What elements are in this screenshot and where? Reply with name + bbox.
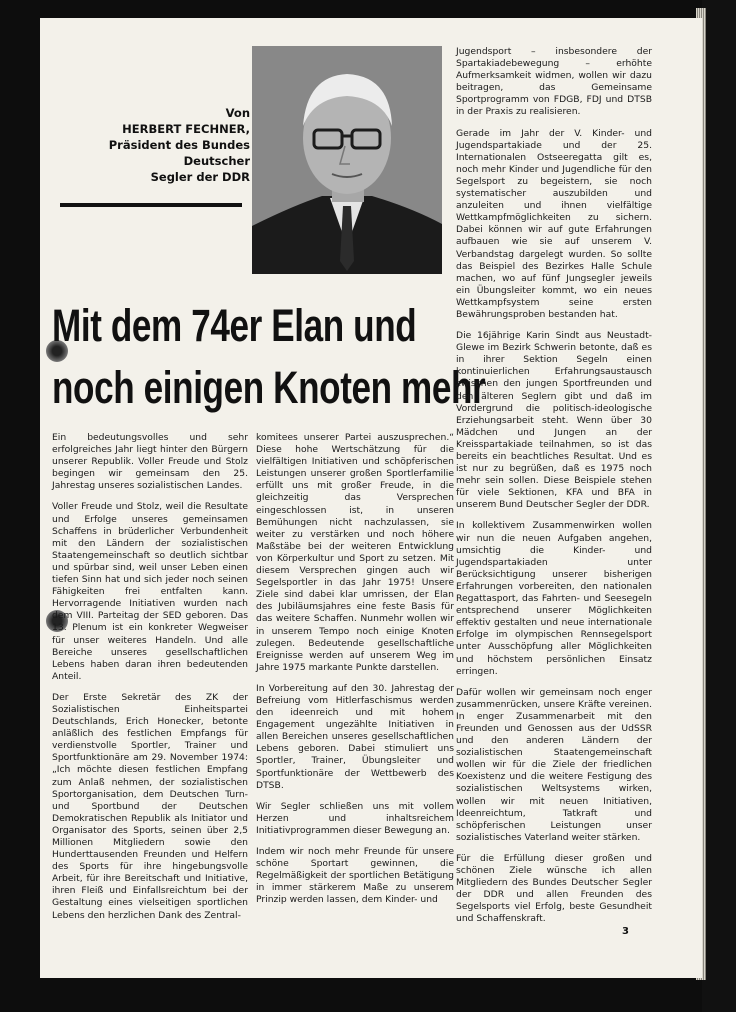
headline-line-2: noch einigen Knoten mehr — [52, 362, 486, 413]
text-column-3 — [456, 46, 652, 934]
text-column-2 — [256, 432, 454, 915]
headline-line-1: Mit dem 74er Elan und — [52, 300, 417, 351]
paragraph: Dafür wollen wir gemeinsam noch enger zusammenrücken, unsere Kräfte vereinen. In enger Zusammenarbeit mit den Freunden und Genossen aus der UdSSR und den anderen Ländern der sozialistischen Staatengemeinschaft wollen wir für die Ziele der friedlichen Koexistenz und die weitere Festigung des sozialistischen Weltsystems wirken, wollen wir mit neuen Initiativen, Ideenreichtum, Tatkraft und schöpferischen Leistungen unser sozialistisches Vaterland weiter stärken. — [456, 686, 652, 843]
author-title-2: Segler der DDR — [150, 170, 250, 184]
paragraph: Voller Freude und Stolz, weil die Resultate und Erfolge unseres gemeinsamen Schaffens in brüderlicher Verbundenheit mit den Ländern der sozialistischen Staatengemeinschaft so deutlich sichtbar und spürbar sind, weil unser Leben einen tiefen Sinn hat und sich jeder noch seinen Fähigkeiten frei entfalten kann. Hervorragende Initiativen wurden nach dem VIII. Parteitag der SED geboren. Das 13. Plenum ist ein konkreter Wegweiser für unser weiteres Handeln. Und alle Bereiche unseres gesellschaftlichen Lebens haben daran ihren bedeutenden Anteil. — [52, 501, 248, 682]
paragraph: Ein bedeutungsvolles und sehr erfolgreiches Jahr liegt hinter den Bürgern unserer Republik. Voller Freude und Stolz begingen wir gemeinsam den 25. Jahrestag unseres sozialistischen Landes. — [52, 432, 248, 492]
paragraph: Indem wir noch mehr Freunde für unsere schöne Sportart gewinnen, die Regelmäßigkeit der sportlichen Betätigung in immer stärkerem Maße zu unserem Prinzip werden lassen, dem Kinder- und — [256, 846, 454, 906]
paragraph: In kollektivem Zusammenwirken wollen wir nun die neuen Aufgaben angehen, umsichtig die Kinder- und Jugendspartakiaden unter Berücksichtigung unserer bisherigen Erfahrungen vorbereiten, den nationalen Regattasport, das Fahrten- und Seesegeln entsprechend unserer Möglichkeiten effektiv gestalten und neue internationale Erfolge im olympischen Rennsegelsport unter Ausschöpfung aller Möglichkeiten und höchstem persönlichen Einsatz erringen. — [456, 520, 652, 677]
paragraph: Jugendsport – insbesondere der Spartakiadebewegung – erhöhte Aufmerksamkeit widmen, wollen wir dazu beitragen, das Gemeinsame Sportprogramm von FDGB, FDJ und DTSB in der Praxis zu realisieren. — [456, 46, 652, 118]
text-column-1 — [52, 432, 248, 931]
byline-von: Von — [225, 106, 250, 120]
paragraph: In Vorbereitung auf den 30. Jahrestag der Befreiung vom Hitlerfaschismus werden den ideenreich und mit hohem Engagement ungezählte Initiativen in allen Bereichen unseres gesellschaftlichen Lebens geboren. Dabei stimuliert uns Sportler, Trainer, Übungsleiter und Sportfunktionäre der Wettbewerb des DTSB. — [256, 682, 454, 791]
paragraph: Für die Erfüllung dieser großen und schönen Ziele wünsche ich allen Mitgliedern des Bundes Deutscher Segler der DDR und allen Freunden des Segelsports viel Erfolg, beste Gesundheit und Schaffenskraft. — [456, 852, 652, 925]
page-number: 3 — [622, 926, 629, 937]
author-portrait-photo — [252, 46, 442, 274]
binding-spine — [702, 0, 736, 1012]
paragraph: Gerade im Jahr der V. Kinder- und Jugendspartakiade und der 25. Internationalen Ostseeregatta gilt es, noch mehr Kinder und Jugendliche für den Segelsport zu begeistern, sie noch systematischer auszubilden und anzuleiten und ihnen vielfältige Wettkampfmöglichkeiten zu sichern. Dabei können wir auf gute Erfahrungen aufbauen wie sie auf unserem V. Verbandstag dargelegt wurden. So sollte das Beispiel des Bezirkes Halle Schule machen, wo auf fünf Jungsegler jeweils ein Übungsleiter kommt, wo ein neues Wettkampfsystem seine ersten Bewährungsproben bestanden hat. — [456, 127, 652, 320]
divider-rule — [60, 203, 242, 207]
paragraph: komitees unserer Partei auszusprechen.“ Diese hohe Wertschätzung für die vielfältigen Initiativen und schöpferischen Leistungen unserer großen Sportlerfamilie erfüllt uns mit großer Freude, in die gleichzeitig das Versprechen eingeschlossen ist, in unseren Bemühungen nicht nachzulassen, sie weiter zu verstärken und noch höhere Maßstäbe bei der weiteren Entwicklung von Körperkultur und Sport zu setzen. Mit diesem Versprechen gingen auch wir Segelsportler in das Jahr 1975! Unsere Ziele sind dabei klar umrissen, der Elan des Jubiläumsjahres eine feste Basis für das weitere Schaffen. Nunmehr wollen wir in unserem Tempo noch einige Knoten zulegen. Bedeutende gesellschaftliche Ereignisse werden auf unserem Weg im Jahre 1975 markante Punkte darstellen. — [256, 432, 454, 673]
paragraph: Der Erste Sekretär des ZK der Sozialistischen Einheitspartei Deutschlands, Erich Honecker, betonte anläßlich des festlichen Empfangs für verdienstvolle Sportler, Trainer und Sportfunktionäre am 29. November 1974: „Ich möchte diesen festlichen Empfang zum Anlaß nehmen, der sozialistischen Sportorganisation, dem Deutschen Turn- und Sportbund der Deutschen Demokratischen Republik als Initiator und Organisator des Sports, seinen über 2,5 Millionen Mitgliedern sowie den Hunderttausenden Freunden und Helfern des Sports für ihre hingebungsvolle Arbeit, für ihre Bereitschaft und Initiative, ihren Fleiß und Einfallsreichtum bei der Gestaltung eines vielseitigen sportlichen Lebens den herzlichen Dank des Zentral- — [52, 691, 248, 921]
author-title-1: Präsident des Bundes Deutscher — [108, 138, 250, 168]
paragraph: Wir Segler schließen uns mit vollem Herzen und inhaltsreichem Initiativprogrammen dieser Bewegung an. — [256, 800, 454, 836]
author-byline — [50, 105, 250, 185]
author-name: HERBERT FECHNER, — [122, 122, 250, 136]
paragraph: Die 16jährige Karin Sindt aus Neustadt-Glewe im Bezirk Schwerin betonte, daß es in ihrer Sektion Segeln einen kontinuierlichen Erfahrungsaustausch zwischen den jungen Sportfreunden und den älteren Seglern gibt und daß im Vordergrund die politisch-ideologische Erziehungsarbeit steht. Wenn über 30 Mädchen und Jungen an der Kreisspartakiade teilnahmen, so ist das bereits ein beachtliches Resultat. Und es ist nur zu begrüßen, daß es 1975 noch mehr sein sollen. Diese Beispiele stehen für viele Sektionen, KFA und BFA in unserem Bund Deutscher Segler der DDR. — [456, 330, 652, 511]
article-headline — [52, 295, 486, 419]
